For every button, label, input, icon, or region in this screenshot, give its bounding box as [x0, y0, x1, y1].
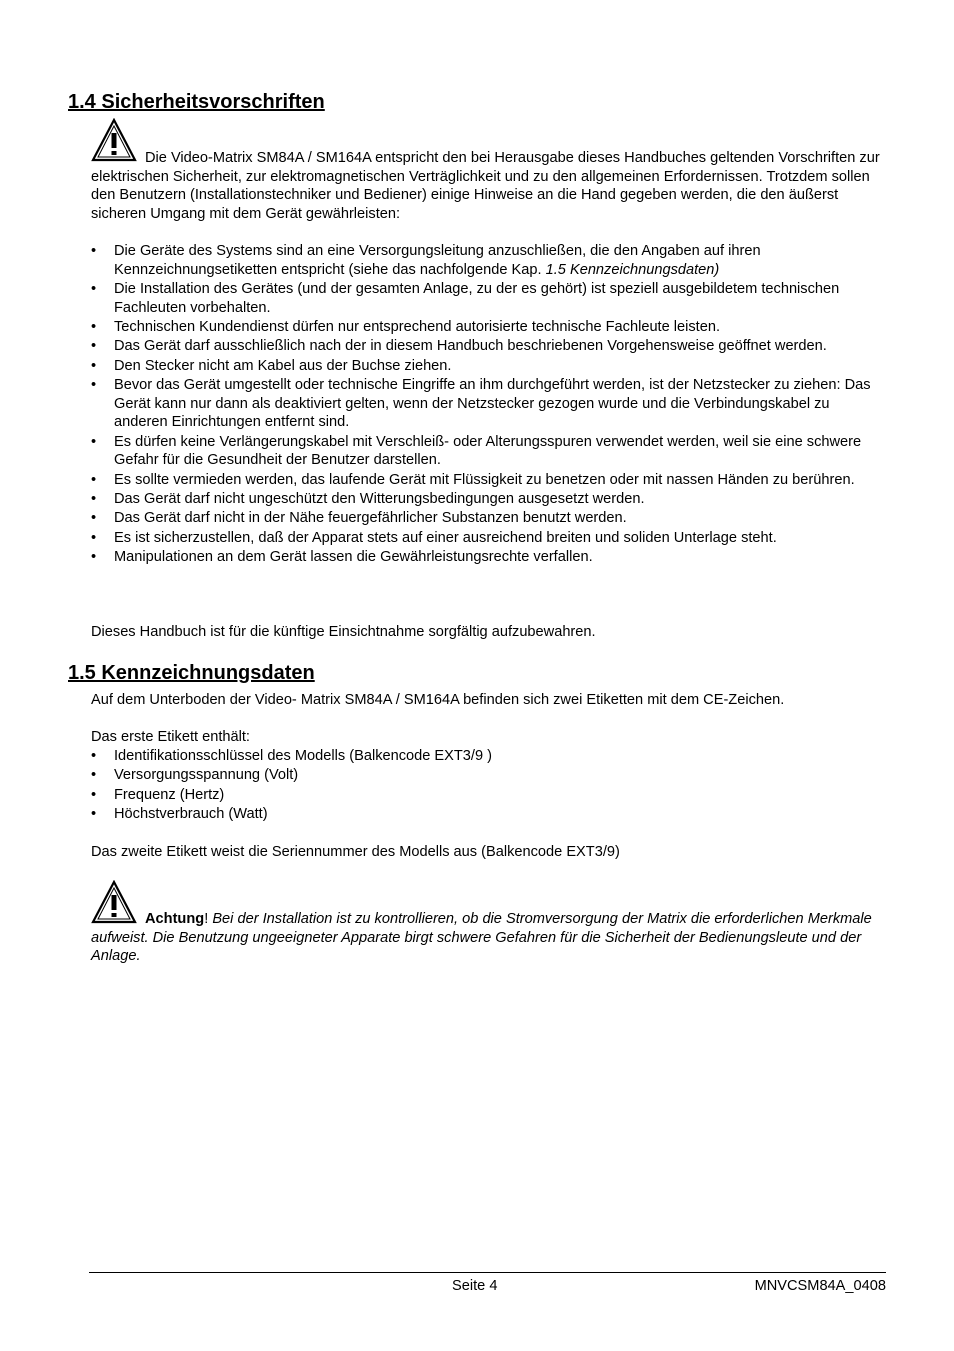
list-item: • Das Gerät darf nicht ungeschützt den Witterungsbedingungen ausgesetzt werden.	[91, 490, 883, 509]
page-number: Seite 4	[452, 1278, 498, 1294]
list-item: • Manipulationen an dem Gerät lassen die Gewährleistungsrechte verfallen.	[91, 548, 883, 567]
list-item: • Die Geräte des Systems sind an eine Versorgungsleitung anzuschließen, die den Angaben auf ihren Kennzeichnungsetiketten entspricht (siehe das nachfolgende Kap. 1.5 Kennzeichnungsdaten)	[91, 242, 883, 279]
list-item: • Es ist sicherzustellen, daß der Apparat stets auf einer ausreichend breiten und soliden Unterlage steht.	[91, 529, 883, 548]
warning-label: Achtung	[145, 911, 205, 927]
list-item: • Bevor das Gerät umgestellt oder technische Eingriffe an ihm durchgeführt werden, ist der Netzstecker zu ziehen: Das Gerät kann nur dann als deaktiviert gelten, wenn der Netzstecker gezogen wurde und die Verbindungskabel zu anderen Einrichtungen entfernt sind.	[91, 376, 883, 432]
label1-list	[91, 747, 883, 825]
list-item: • Versorgungsspannung (Volt)	[91, 766, 883, 785]
warning-text: Bei der Installation ist zu kontrollieren, ob die Stromversorgung der Matrix die erforderlichen Merkmale aufweist. Die Benutzung ungeeigneter Apparate birgt schwere Gefahren für die Sicherheit der Bedienungsleute und der Anlage.	[91, 911, 872, 965]
label2-text: Das zweite Etikett weist die Seriennummer des Modells aus (Balkencode EXT3/9)	[91, 844, 620, 860]
list-item: • Es dürfen keine Verlängerungskabel mit Verschleiß- oder Alterungsspuren verwendet werden, weil sie eine schwere Gefahr für die Gesundheit der Benutzer darstellen.	[91, 433, 883, 470]
list-item: • Es sollte vermieden werden, das laufende Gerät mit Flüssigkeit zu benetzen oder mit nassen Händen zu berühren.	[91, 471, 883, 490]
list-item: • Frequenz (Hertz)	[91, 786, 883, 805]
list-item: • Das Gerät darf ausschließlich nach der in diesem Handbuch beschriebenen Vorgehensweise geöffnet werden.	[91, 337, 883, 356]
footer-divider	[89, 1272, 886, 1273]
labeling-intro: Auf dem Unterboden der Video- Matrix SM84A / SM164A befinden sich zwei Etiketten mit dem CE-Zeichen.	[91, 692, 785, 708]
safety-bullet-list	[91, 242, 883, 568]
label1-title: Das erste Etikett enthält:	[91, 729, 250, 745]
safety-closing: Dieses Handbuch ist für die künftige Einsichtnahme sorgfältig aufzubewahren.	[91, 624, 596, 640]
list-item: • Die Installation des Gerätes (und der gesamten Anlage, zu der es gehört) ist speziell ausgebildetem technischen Fachleuten vorbehalten.	[91, 280, 883, 317]
safety-intro: Die Video-Matrix SM84A / SM164A entspricht den bei Herausgabe dieses Handbuches geltenden Vorschriften zur elektrischen Sicherheit, zur elektromagnetischen Verträglichkeit und zu den allgemeinen Erfordernissen. Trotzdem sollen den Benutzern (Installationstechniker und Bediener) einige Hinweise an die Hand gegeben werden, die den äußerst sicheren Umgang mit dem Gerät gewährleisten:	[91, 150, 880, 222]
list-item: • Den Stecker nicht am Kabel aus der Buchse ziehen.	[91, 357, 883, 376]
list-item: • Identifikationsschlüssel des Modells (Balkencode EXT3/9 )	[91, 747, 883, 766]
list-item: • Höchstverbrauch (Watt)	[91, 805, 883, 824]
section-heading-safety: 1.4 Sicherheitsvorschriften	[68, 91, 325, 113]
list-item: • Das Gerät darf nicht in der Nähe feuergefährlicher Substanzen benutzt werden.	[91, 509, 883, 528]
document-code: MNVCSM84A_0408	[754, 1278, 886, 1294]
warning-note: Achtung! Bei der Installation ist zu kontrollieren, ob die Stromversorgung der Matrix die erforderlichen Merkmale aufweist. Die Benutzung ungeeigneter Apparate birgt schwere Gefahren für die Sicherheit der Bedienungsleute und der Anlage.	[91, 911, 872, 965]
section-heading-labeling: 1.5 Kennzeichnungsdaten	[68, 662, 315, 684]
list-item: • Technischen Kundendienst dürfen nur entsprechend autorisierte technische Fachleute leisten.	[91, 318, 883, 337]
